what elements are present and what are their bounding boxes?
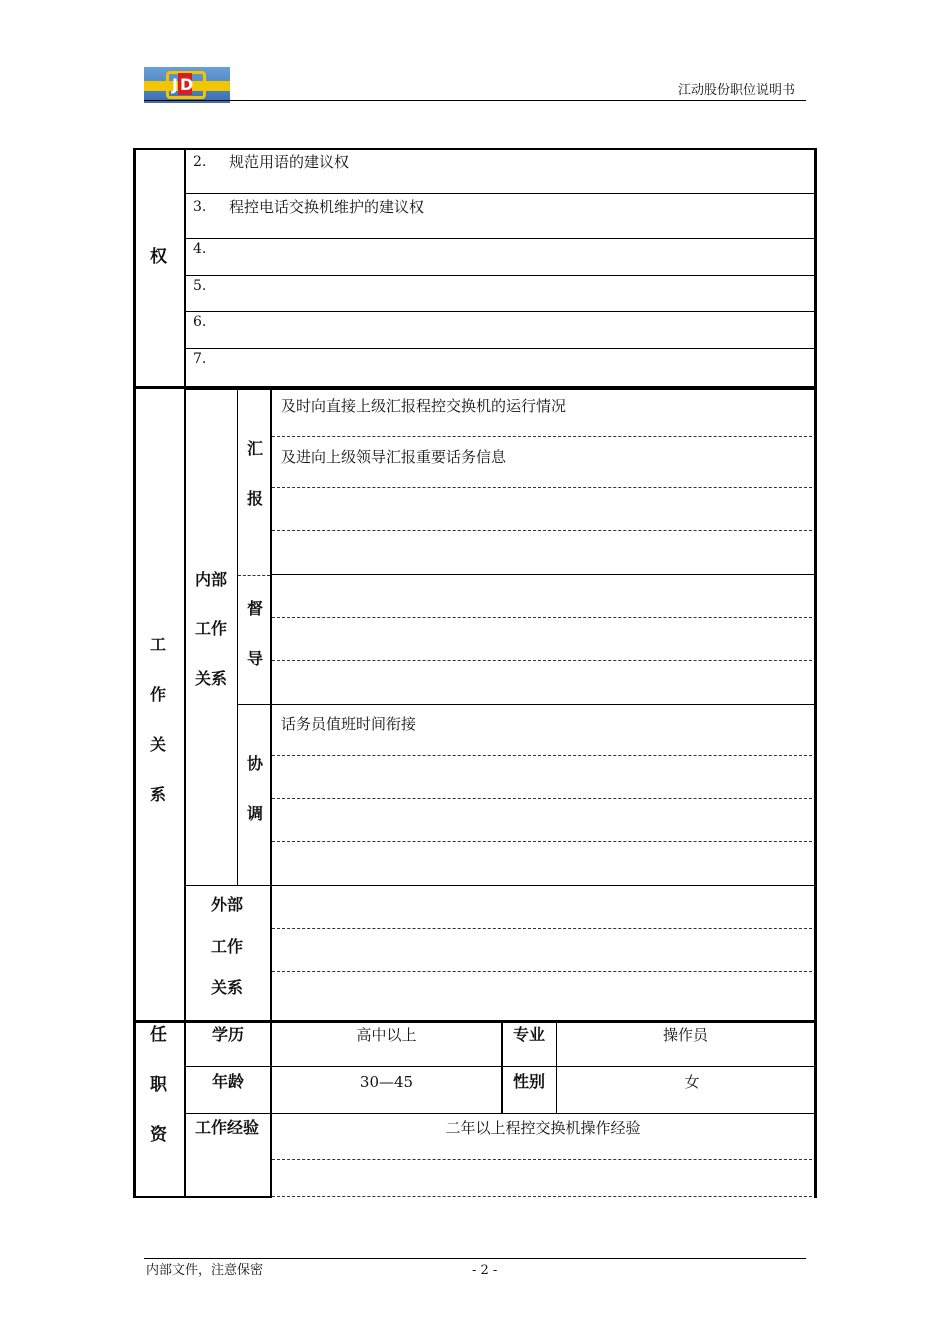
coordinate-line: 话务员值班时间衔接: [281, 715, 417, 733]
footer-rule: [144, 1258, 806, 1259]
doc-title: 江动股份职位说明书: [678, 83, 796, 98]
header-rule: [144, 100, 806, 101]
page-number: - 2 -: [472, 1263, 498, 1278]
age-value: 30—45: [359, 1073, 414, 1091]
major-label: 专业: [513, 1025, 546, 1044]
experience-value: 二年以上程控交换机操作经验: [445, 1119, 641, 1137]
experience-label: 工作经验: [195, 1118, 260, 1137]
company-logo: [144, 67, 230, 103]
gender-label: 性别: [513, 1072, 546, 1091]
age-label: 年龄: [212, 1072, 245, 1091]
confidential-note: 内部文件，注意保密: [146, 1263, 264, 1278]
report-line: 及进向上级领导汇报重要话务信息: [281, 448, 507, 466]
gender-value: 女: [684, 1073, 700, 1091]
major-value: 操作员: [662, 1026, 708, 1044]
logo-text: JD: [172, 75, 196, 94]
report-line: 及时向直接上级汇报程控交换机的运行情况: [281, 397, 567, 415]
authority-label: 权: [150, 247, 167, 267]
education-value: 高中以上: [356, 1026, 417, 1044]
education-label: 学历: [212, 1025, 245, 1044]
